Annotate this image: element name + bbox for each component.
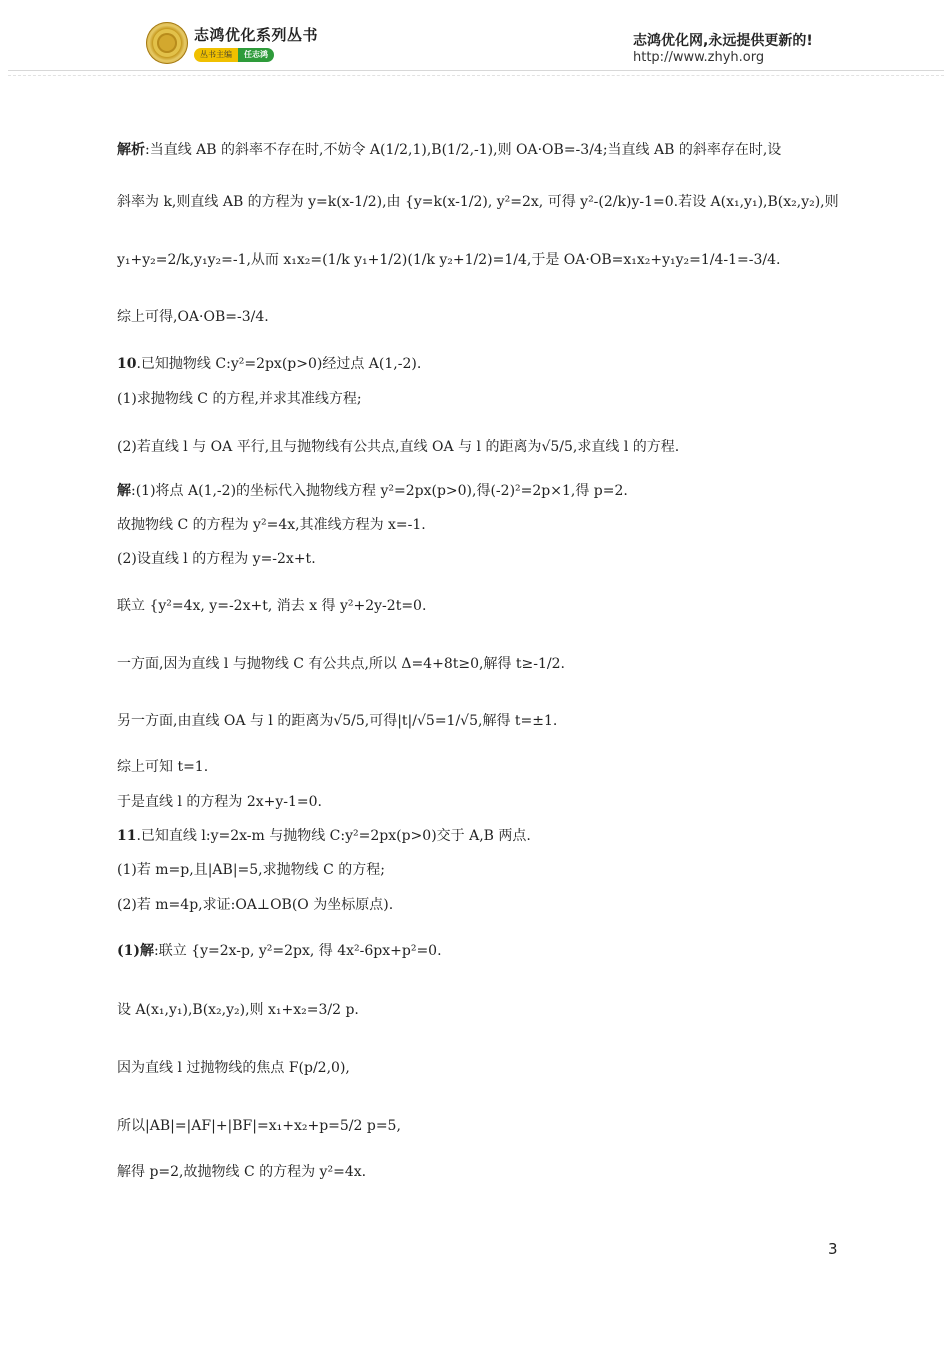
answer-11-line-2: 设 A(x₁,y₁),B(x₂,y₂),则 x₁+x₂=3/2 p. bbox=[117, 1002, 359, 1018]
question-10-part-1: (1)求抛物线 C 的方程,并求其准线方程; bbox=[117, 391, 362, 407]
solution-line-2: 斜率为 k,则直线 AB 的方程为 y=k(x-1/2),由 {y=k(x-1/2), y²=2x, 可得 y²-(2/k)y-1=0.若设 A(x₁,y₁),B(x₂,y₂),则 bbox=[117, 194, 839, 210]
header-slogan: 志鸿优化网,永远提供更新的! bbox=[633, 33, 813, 49]
brand-editor-badge bbox=[194, 48, 274, 62]
header-rule bbox=[8, 70, 944, 71]
answer-label: (1)解 bbox=[117, 943, 154, 959]
logo-seal-icon bbox=[146, 22, 188, 64]
question-11-part-2: (2)若 m=4p,求证:OA⊥OB(O 为坐标原点). bbox=[117, 897, 394, 913]
header-rule-dashed bbox=[8, 75, 944, 76]
answer-11-line-3: 因为直线 l 过抛物线的焦点 F(p/2,0), bbox=[117, 1060, 350, 1076]
page-number: 3 bbox=[828, 1240, 838, 1258]
answer-10-text-1: :(1)将点 A(1,-2)的坐标代入抛物线方程 y²=2px(p>0),得(-2)²=2p×1,得 p=2. bbox=[131, 483, 628, 499]
answer-10-line-4: 联立 {y²=4x, y=-2x+t, 消去 x 得 y²+2y-2t=0. bbox=[117, 598, 427, 614]
header-url[interactable]: http://www.zhyh.org bbox=[633, 50, 765, 65]
question-10 bbox=[117, 354, 421, 374]
solution-line-1 bbox=[117, 140, 781, 160]
question-11-part-1: (1)若 m=p,且|AB|=5,求抛物线 C 的方程; bbox=[117, 862, 385, 878]
question-number: 10 bbox=[117, 356, 137, 372]
answer-10-line-8: 于是直线 l 的方程为 2x+y-1=0. bbox=[117, 794, 322, 810]
question-10-text: .已知抛物线 C:y²=2px(p>0)经过点 A(1,-2). bbox=[136, 356, 422, 372]
question-number: 11 bbox=[117, 828, 137, 844]
answer-10-line-2: 故抛物线 C 的方程为 y²=4x,其准线方程为 x=-1. bbox=[117, 517, 426, 533]
answer-label: 解 bbox=[117, 483, 131, 499]
answer-10-line-7: 综上可知 t=1. bbox=[117, 759, 209, 775]
analysis-label: 解析 bbox=[117, 142, 145, 158]
solution-text-1: :当直线 AB 的斜率不存在时,不妨令 A(1/2,1),B(1/2,-1),则 OA·OB=-3/4;当直线 AB 的斜率存在时,设 bbox=[145, 142, 782, 158]
question-11 bbox=[117, 826, 531, 846]
answer-10-line-5: 一方面,因为直线 l 与抛物线 C 有公共点,所以 Δ=4+8t≥0,解得 t≥-1/2. bbox=[117, 656, 565, 672]
answer-10-line-6: 另一方面,由直线 OA 与 l 的距离为√5/5,可得|t|/√5=1/√5,解得 t=±1. bbox=[117, 713, 558, 729]
editor-name: 任志鸿 bbox=[238, 48, 274, 62]
answer-10-line-3: (2)设直线 l 的方程为 y=-2x+t. bbox=[117, 551, 316, 567]
brand-title: 志鸿优化系列丛书 bbox=[194, 26, 319, 44]
editor-label: 丛书主编 bbox=[194, 48, 238, 62]
answer-11-line-5: 解得 p=2,故抛物线 C 的方程为 y²=4x. bbox=[117, 1164, 367, 1180]
answer-10-line-1 bbox=[117, 481, 628, 501]
question-10-part-2: (2)若直线 l 与 OA 平行,且与抛物线有公共点,直线 OA 与 l 的距离为√5/5,求直线 l 的方程. bbox=[117, 439, 680, 455]
answer-11-text-1: :联立 {y=2x-p, y²=2px, 得 4x²-6px+p²=0. bbox=[154, 943, 442, 959]
page-header bbox=[0, 0, 952, 80]
question-11-text: .已知直线 l:y=2x-m 与抛物线 C:y²=2px(p>0)交于 A,B 两点. bbox=[136, 828, 531, 844]
solution-line-4: 综上可得,OA·OB=-3/4. bbox=[117, 309, 269, 325]
answer-11-line-4: 所以|AB|=|AF|+|BF|=x₁+x₂+p=5/2 p=5, bbox=[117, 1118, 401, 1134]
answer-11-line-1 bbox=[117, 941, 442, 961]
solution-line-3: y₁+y₂=2/k,y₁y₂=-1,从而 x₁x₂=(1/k y₁+1/2)(1/k y₂+1/2)=1/4,于是 OA·OB=x₁x₂+y₁y₂=1/4-1=-3/4. bbox=[117, 252, 781, 268]
